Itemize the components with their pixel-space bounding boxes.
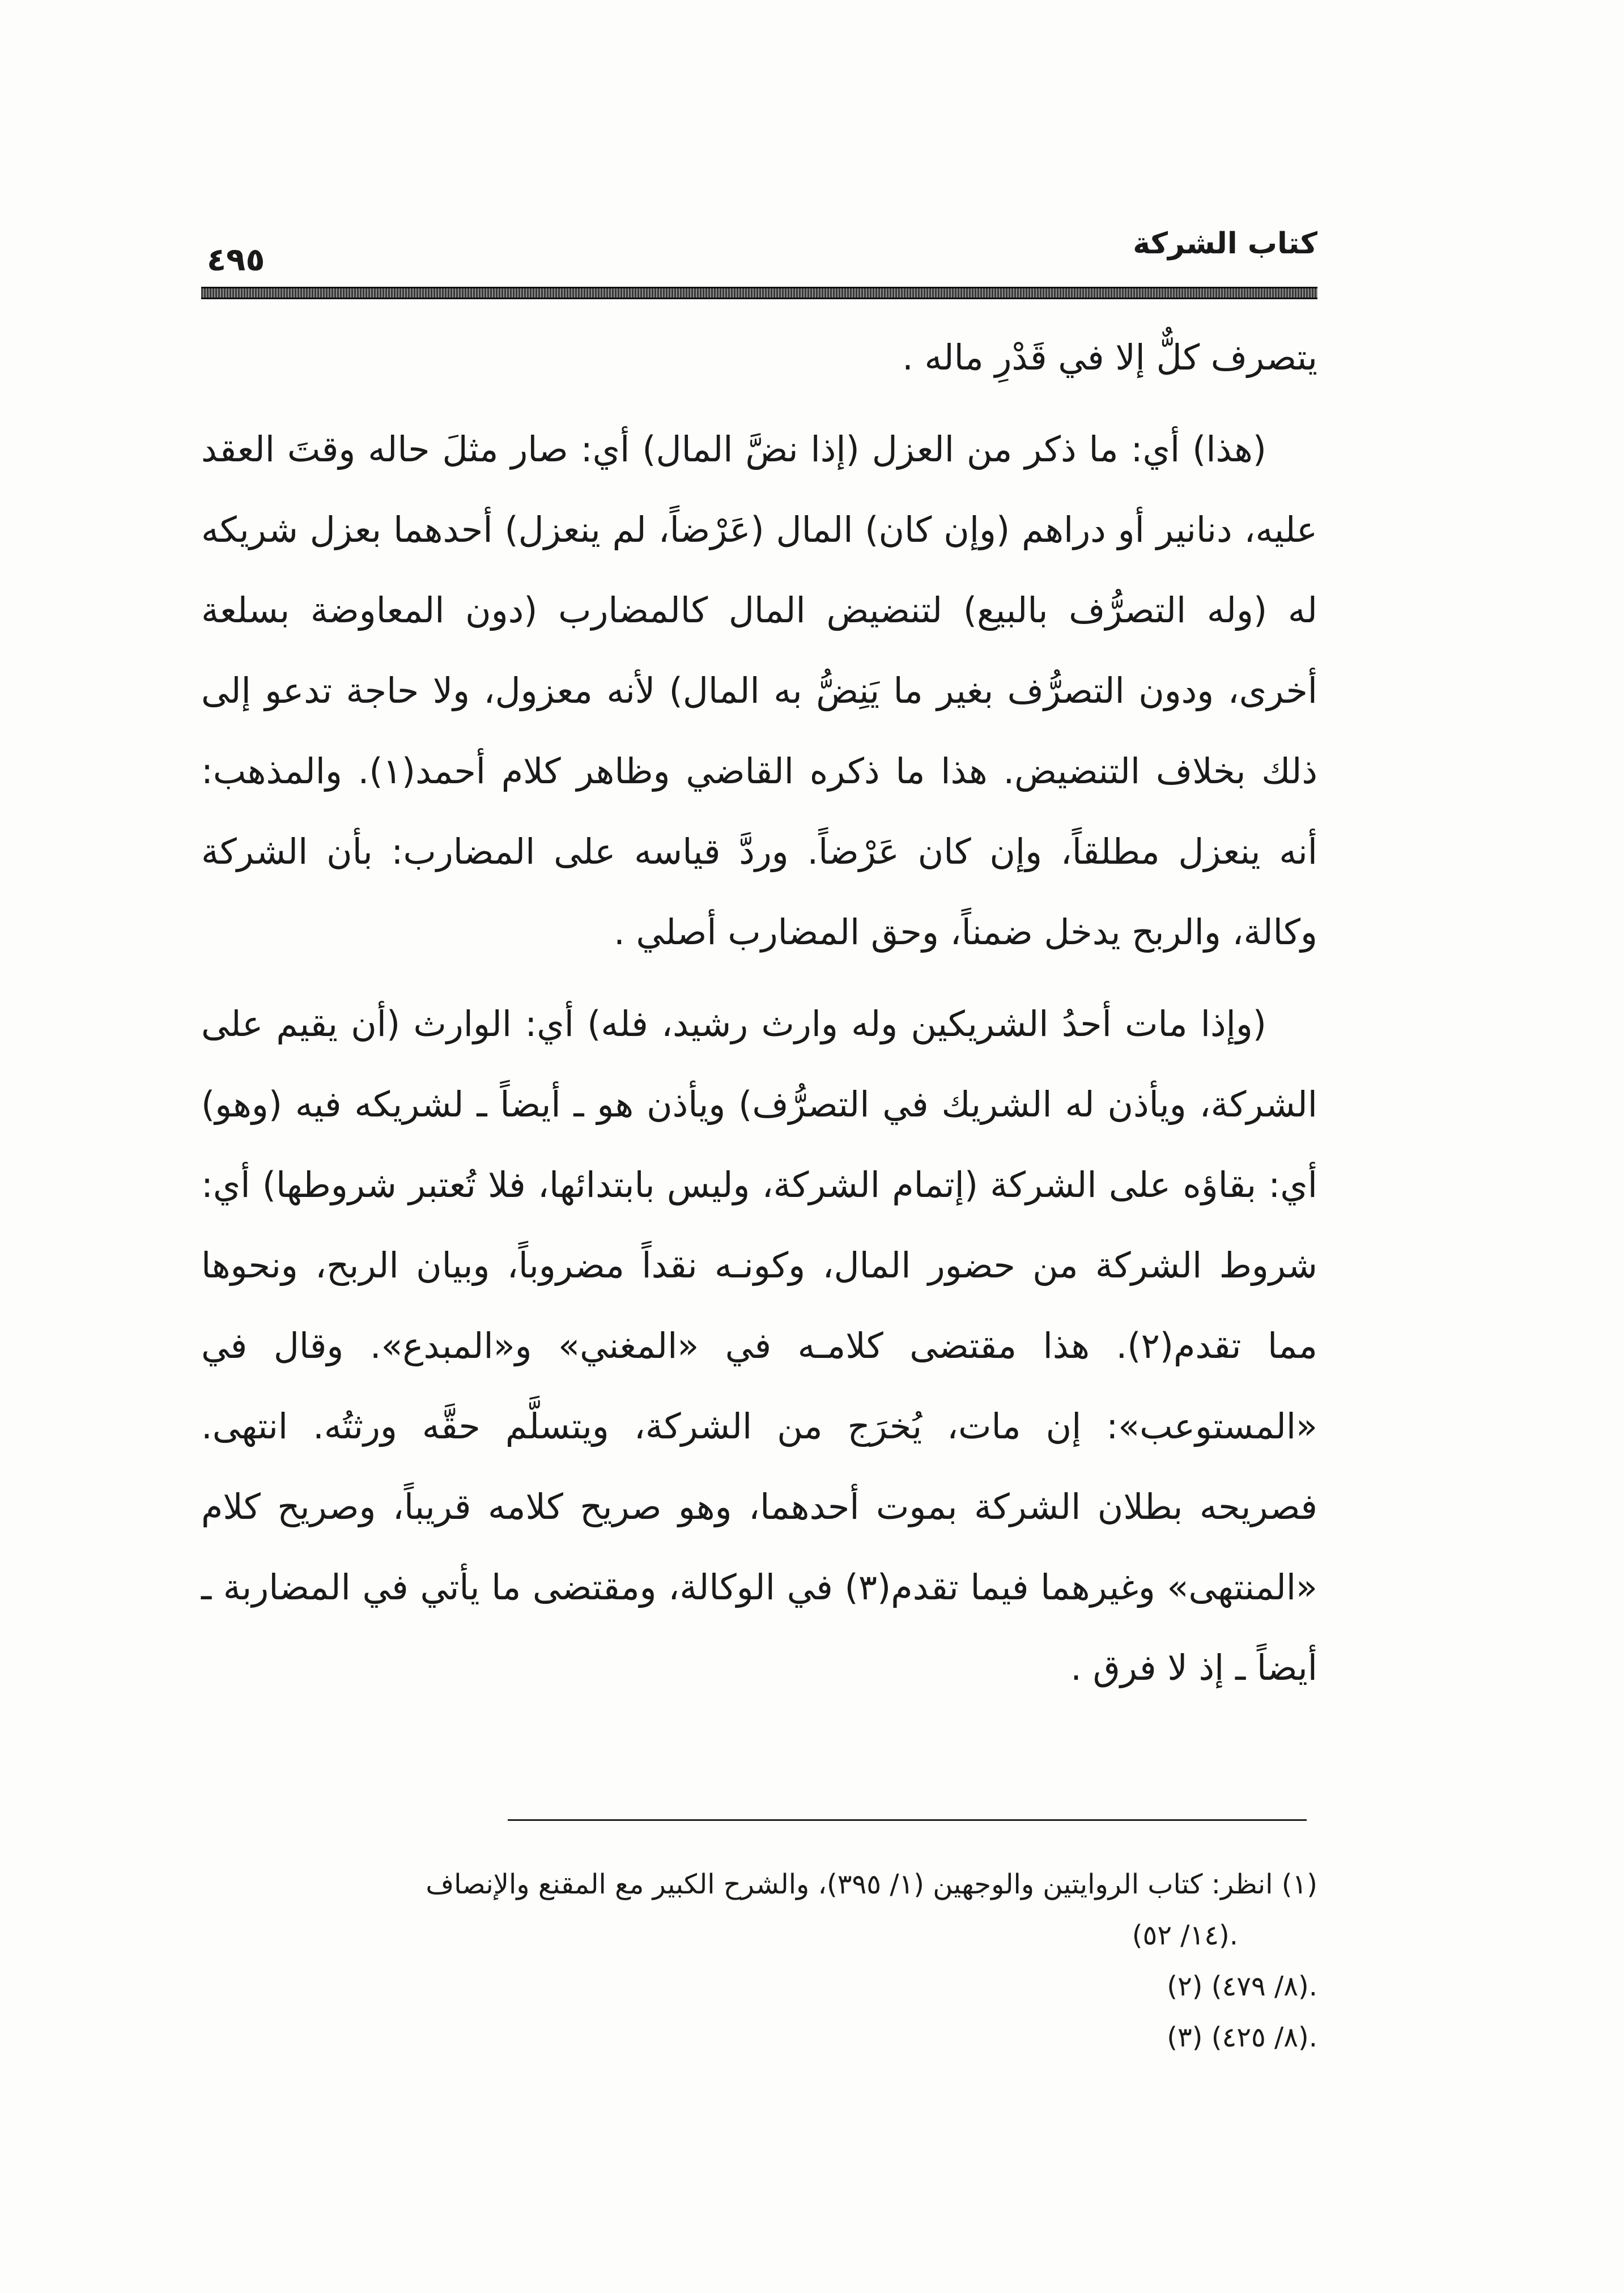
- paragraph: (وإذا مات أحدُ الشريكين وله وارث رشيد، فله) أي: الوارث (أن يقيم على الشركة، ويأذن له الشريك في التصرُّف) ويأذن هو ـ أيضاً ـ لشريكه فيه (وهو) أي: بقاؤه على الشركة (إتمام الشركة، وليس بابتدائها، فلا تُعتبر شروطها) أي: شروط الشركة من حضور المال، وكونـه نقداً مضروباً، وبيان الربح، ونحوها مما تقدم(٢). هذا مقتضى كلامـه في «المغني» و«المبدع». وقال في «المستوعب»: إن مات، يُخرَج من الشركة، ويتسلَّم حقَّه ورثتُه. انتهى. فصريحه بطلان الشركة بموت أحدهما، وهو صريح كلامه قريباً، وصريح كلام «المنتهى» وغيرهما فيما تقدم(٣) في الوكالة، ومقتضى ما يأتي في المضاربة ـ أيضاً ـ إذ لا فرق .: [201, 1003, 1317, 1688]
- main-text: [201, 317, 1317, 1719]
- footnote-2: .(٨/ ٤٧٩) (٢): [1167, 1971, 1317, 2002]
- page-number: ٤٩٥: [207, 241, 265, 278]
- footnote-1-continuation: .(١٤/ ٥٢): [1132, 1920, 1238, 1951]
- page-header: [201, 215, 1317, 295]
- paragraph-continuation: يتصرف كلٌّ إلا في قَدْرِ ماله .: [902, 337, 1317, 378]
- footnote-divider: [508, 1819, 1307, 1821]
- footnote-1: (١) انظر: كتاب الروايتين والوجهين (١/ ٣٩٥)، والشرح الكبير مع المقنع والإنصاف: [426, 1869, 1317, 1900]
- footnotes: [201, 1859, 1317, 2063]
- footnote-3: .(٨/ ٤٢٥) (٣): [1167, 2022, 1317, 2053]
- running-title: كتاب الشركة: [1133, 227, 1317, 261]
- header-divider: [201, 287, 1317, 299]
- paragraph: (هذا) أي: ما ذكر من العزل (إذا نضَّ المال) أي: صار مثلَ حاله وقتَ العقد عليه، دنانير أو دراهم (وإن كان) المال (عَرْضاً، لم ينعزل) أحدهما بعزل شريكه له (وله التصرُّف بالبيع) لتنضيض المال كالمضارب (دون المعاوضة بسلعة أخرى، ودون التصرُّف بغير ما يَنِضُّ به المال) لأنه معزول، ولا حاجة تدعو إلى ذلك بخلاف التنضيض. هذا ما ذكره القاضي وظاهر كلام أحمد(١). والمذهب: أنه ينعزل مطلقاً، وإن كان عَرْضاً. وردَّ قياسه على المضارب: بأن الشركة وكالة، والربح يدخل ضمناً، وحق المضارب أصلي .: [201, 428, 1317, 953]
